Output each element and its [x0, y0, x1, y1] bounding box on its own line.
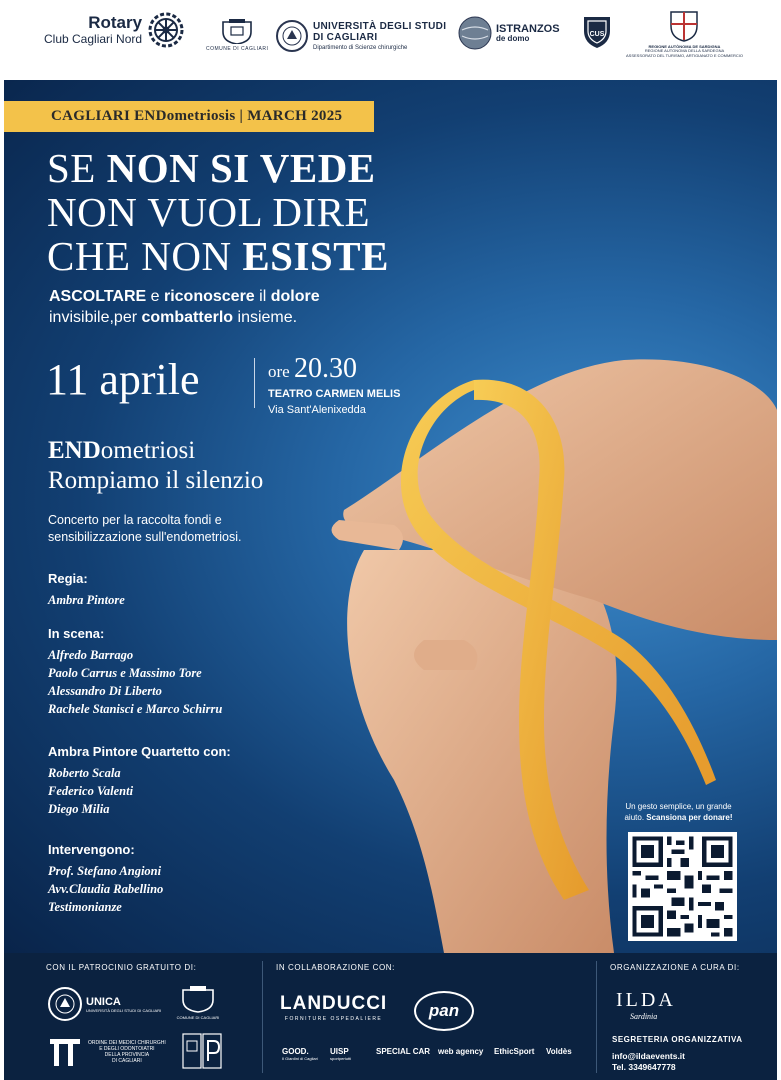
- donate-l1: Un gesto semplice, un grande: [625, 802, 732, 811]
- collaborazione-caption: IN COLLABORAZIONE CON:: [276, 963, 395, 972]
- sponsor-sub: Il Giardini di Cagliari: [282, 1056, 318, 1061]
- ordine-medici-logo: [48, 1035, 166, 1069]
- regia-section: [48, 571, 125, 609]
- shield-icon: [582, 14, 612, 50]
- sponsor-name: UISP: [330, 1047, 349, 1056]
- comune-footer-label: COMUNE DI CAGLIARI: [176, 1015, 220, 1020]
- regione-line2: REGIONE AUTONOMA DELLA SARDEGNA: [644, 48, 725, 53]
- university-line2: DI CAGLIARI: [313, 31, 378, 43]
- desc-l1: Concerto per la raccolta fondi e: [48, 513, 222, 527]
- ilda-logo: [616, 989, 676, 1021]
- cast-name: Alfredo Barrago: [48, 648, 134, 662]
- event-time: [268, 353, 357, 385]
- contact-email[interactable]: info@ildaevents.it: [612, 1051, 685, 1061]
- sub-p3: riconoscere: [163, 288, 255, 305]
- university-logo: [276, 20, 446, 52]
- provincia-logo: [182, 1033, 222, 1069]
- sub-p8: insieme.: [233, 309, 298, 326]
- event-venue: TEATRO CARMEN MELIS: [268, 388, 401, 400]
- donate-qr-code[interactable]: [628, 832, 737, 941]
- ordine-l3: DELLA PROVINCIA: [104, 1052, 150, 1058]
- ordine-emblem-icon: [48, 1035, 82, 1069]
- time-value: 20.30: [293, 353, 357, 384]
- headline-l2: NON VUOL DIRE: [47, 189, 371, 235]
- footer-divider: [262, 961, 263, 1073]
- sponsor-ethicsport: [494, 1047, 534, 1056]
- desc-l2: sensibilizzazione sull'endometriosi.: [48, 530, 242, 544]
- event-description: [48, 512, 241, 546]
- cast-name: Alessandro Di Liberto: [48, 684, 162, 698]
- event-street: Via Sant'Alenixedda: [268, 404, 366, 416]
- patrocinio-caption: CON IL PATROCINIO GRATUITO DI:: [46, 963, 197, 972]
- cast-name: Ambra Pintore: [48, 593, 125, 607]
- subtitle-end: END: [48, 437, 101, 464]
- istranzos-name: ISTRANZOS: [496, 22, 560, 35]
- sponsor-name: EthicSport: [494, 1047, 535, 1056]
- university-dept: Dipartimento di Scienze chirurgiche: [313, 44, 408, 51]
- sponsor-sub: sportpertutti: [330, 1056, 352, 1061]
- coat-of-arms-icon: [176, 985, 220, 1013]
- sub-p2: e: [146, 288, 164, 305]
- comune-cagliari-logo: [206, 18, 268, 52]
- contact-info: [612, 1051, 685, 1073]
- regione-emblem-icon: [669, 10, 699, 42]
- sub-p4: il: [254, 288, 271, 305]
- cast-name: Federico Valenti: [48, 784, 134, 798]
- sponsor-good: [282, 1047, 318, 1061]
- headline-l3a: CHE NON: [47, 233, 243, 279]
- unica-seal-icon: [48, 987, 82, 1021]
- ilda-sub: Sardinia: [630, 1012, 658, 1021]
- university-line1: UNIVERSITÀ DEGLI STUDI: [313, 20, 447, 32]
- cast-name: Roberto Scala: [48, 766, 121, 780]
- donate-l2a: aiuto.: [624, 813, 647, 822]
- rotary-name: Rotary: [88, 13, 143, 33]
- subheading: [49, 286, 320, 328]
- cast-name: Testimonianze: [48, 900, 122, 914]
- main-headline: [47, 146, 389, 278]
- finger-2: [414, 640, 477, 670]
- event-subtitle: [48, 436, 263, 496]
- unica-name: UNICA: [86, 995, 121, 1008]
- regione-line3: ASSESSORATO DEL TURISMO, ARTIGIANATO E COMMERCIO: [626, 52, 743, 58]
- regione-line1: REGIONE AUTÒNOMA DE SARDIGNA: [648, 44, 721, 49]
- ordine-l2: E DEGLI ODONTOIATRI: [99, 1046, 155, 1052]
- ordine-l1: ORDINE DEI MEDICI CHIRURGHI: [88, 1040, 166, 1046]
- sponsor-name: GOOD.: [282, 1047, 309, 1056]
- cast-name: Diego Milia: [48, 802, 110, 816]
- rotary-club: Club Cagliari Nord: [44, 31, 143, 46]
- cast-name: Avv.Claudia Rabellino: [48, 882, 164, 896]
- event-date: 11 aprile: [46, 355, 200, 404]
- intervengono-section: [48, 842, 163, 916]
- comune-label: COMUNE DI CAGLIARI: [206, 46, 269, 52]
- landucci-name: LANDUCCI: [280, 993, 388, 1014]
- sponsor-web-agency: [438, 1047, 483, 1056]
- sponsor-name: web agency: [438, 1047, 484, 1056]
- provincia-emblem-icon: [182, 1033, 222, 1069]
- donate-caption: [616, 801, 741, 823]
- donate-l2b: Scansiona per donare!: [646, 813, 733, 822]
- shield-text: CUS: [589, 31, 605, 38]
- contact-phone[interactable]: Tel. 3349647778: [612, 1062, 676, 1072]
- unica-logo: [48, 987, 161, 1021]
- logo-header: [0, 0, 781, 78]
- sponsor-name: SPECIAL CAR: [376, 1047, 431, 1056]
- sponsor-name: Voldès: [546, 1047, 572, 1056]
- istranzos-globe-icon: [458, 16, 492, 50]
- landucci-sub: FORNITURE OSPEDALIERE: [284, 1016, 383, 1022]
- organizzazione-caption: ORGANIZZAZIONE A CURA DI:: [610, 963, 740, 972]
- footer-divider: [596, 961, 597, 1073]
- headline-l3b: ESISTE: [242, 233, 389, 279]
- unica-sub: UNIVERSITÀ DEGLI STUDI DI CAGLIARI: [86, 1007, 162, 1013]
- landucci-logo: [280, 993, 387, 1022]
- sub-p1: ASCOLTARE: [49, 288, 147, 305]
- headline-l1b: NON SI VEDE: [106, 145, 376, 191]
- sub-p7: combatterlo: [141, 309, 234, 326]
- regia-heading: Regia:: [48, 571, 88, 586]
- comune-footer-logo: [176, 985, 220, 1020]
- segreteria-heading: SEGRETERIA ORGANIZZATIVA: [612, 1035, 743, 1044]
- in-scena-heading: In scena:: [48, 626, 105, 641]
- subtitle-rest: ometriosi: [100, 437, 196, 464]
- regione-sardegna-logo: [626, 10, 743, 59]
- university-seal-icon: [276, 20, 308, 52]
- poster-main: [4, 80, 777, 953]
- sub-p6: invisibile,per: [49, 309, 142, 326]
- coat-of-arms-icon: [217, 18, 257, 44]
- cast-name: Prof. Stefano Angioni: [48, 864, 162, 878]
- ordine-l4: DI CAGLIARI: [112, 1058, 142, 1064]
- istranzos-sub: de domo: [496, 33, 530, 43]
- headline-l1a: SE: [47, 145, 107, 191]
- sponsor-footer: [4, 953, 777, 1080]
- in-scena-section: [48, 626, 222, 718]
- ilda-name: ILDA: [616, 989, 676, 1011]
- pan-logo: pan: [414, 991, 474, 1031]
- sponsor-voldes: [546, 1047, 572, 1056]
- quartetto-heading: Ambra Pintore Quartetto con:: [48, 744, 231, 759]
- date-divider: [254, 358, 255, 408]
- cus-shield-logo: [582, 14, 612, 50]
- cast-name: Paolo Carrus e Massimo Tore: [48, 666, 202, 680]
- intervengono-heading: Intervengono:: [48, 842, 135, 857]
- rotary-wheel-icon: [148, 12, 184, 48]
- istranzos-logo: [458, 16, 560, 50]
- rotary-logo: [44, 12, 184, 48]
- cast-name: Rachele Stanisci e Marco Schirru: [48, 702, 223, 716]
- quartetto-section: [48, 744, 231, 818]
- sponsor-uisp: [330, 1047, 351, 1061]
- sub-p5: dolore: [270, 288, 320, 305]
- event-banner: CAGLIARI ENDometriosis | MARCH 2025: [4, 101, 374, 132]
- time-prefix: ore: [268, 362, 294, 381]
- subtitle-line2: Rompiamo il silenzio: [48, 467, 264, 494]
- sponsor-specialcar: [376, 1047, 430, 1056]
